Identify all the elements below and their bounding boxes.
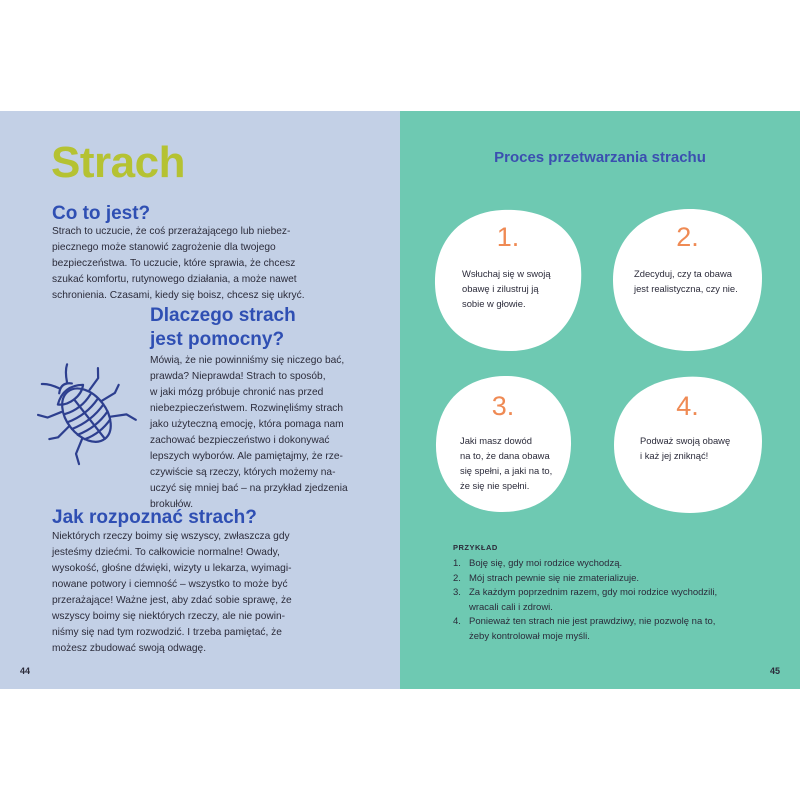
text-line: sobie w głowie. bbox=[462, 298, 526, 309]
text-line: nowane potwory i ciemność – wszystko to może być bbox=[52, 579, 288, 590]
section-heading-what-is-it: Co to jest? bbox=[52, 203, 151, 224]
step-card-4 bbox=[610, 373, 765, 515]
text-line: jako użyteczną emocję, która pomaga nam bbox=[150, 419, 344, 430]
step-number: 2. bbox=[676, 222, 699, 252]
text-line: i każ jej zniknąć! bbox=[640, 450, 709, 461]
step-text bbox=[640, 433, 730, 463]
text-line: że się nie spełni. bbox=[460, 480, 530, 491]
step-card-2 bbox=[610, 206, 765, 354]
item-text bbox=[469, 557, 717, 572]
text-line: niśmy się nad tym rozwodzić. I trzeba pamiętać, że bbox=[52, 627, 282, 638]
list-item bbox=[453, 615, 717, 644]
text-line: niebezpieczeństwem. Rozwinęliśmy strach bbox=[150, 403, 344, 414]
beetle-icon bbox=[24, 354, 139, 469]
text-line: na to, że dana obawa bbox=[460, 450, 550, 461]
item-text bbox=[469, 615, 717, 644]
text-line: Jaki masz dowód bbox=[460, 435, 532, 446]
process-title: Proces przetwarzania strachu bbox=[494, 149, 706, 166]
item-text bbox=[469, 572, 717, 587]
item-number: 3. bbox=[453, 587, 461, 598]
right-page bbox=[400, 111, 800, 689]
step-text bbox=[460, 433, 552, 493]
section-text-recognize bbox=[52, 529, 292, 657]
step-number: 4. bbox=[676, 391, 699, 421]
text-line: się spełni, a jaki na to, bbox=[460, 465, 553, 476]
text-line: piecznego może stanowić zagrożenie dla twojego bbox=[52, 242, 276, 253]
text-line: Mój strach pewnie się nie zmaterializuje. bbox=[469, 572, 640, 584]
list-item bbox=[453, 572, 717, 587]
text-line: obawę i zilustruj ją bbox=[462, 283, 539, 294]
text-line: możesz zbudować swoją odwagę. bbox=[52, 643, 207, 654]
item-number: 4. bbox=[453, 616, 461, 627]
text-line: Niektórych rzeczy boimy się wszyscy, zwłaszcza gdy bbox=[52, 531, 290, 542]
text-line: w jaki mózg próbuje chronić nas przed bbox=[150, 387, 324, 398]
text-line: jest realistyczna, czy nie. bbox=[634, 283, 738, 294]
page-title: Strach bbox=[51, 138, 185, 187]
text-line: bezpieczeństwa. To uczucie, które sprawia, że chcesz bbox=[52, 258, 296, 269]
left-page bbox=[0, 111, 400, 689]
text-line: uczyć się mniej bać – na przykład zjedzenia bbox=[150, 483, 348, 494]
section-heading-why-helpful bbox=[150, 304, 296, 352]
item-number: 2. bbox=[453, 572, 461, 584]
text-line: prawda? Nieprawda! Strach to sposób, bbox=[150, 371, 326, 382]
list-item bbox=[453, 586, 717, 615]
text-line: Wsłuchaj się w swoją bbox=[462, 268, 551, 279]
step-card-3 bbox=[432, 373, 574, 515]
item-number: 1. bbox=[453, 558, 461, 569]
step-text bbox=[634, 266, 738, 296]
text-line: Strach to uczucie, że coś przerażającego lub niebez- bbox=[52, 226, 291, 237]
text-line: szukać komfortu, rutynowego działania, a może nawet bbox=[52, 274, 297, 285]
heading-line: jest pomocny? bbox=[150, 329, 285, 350]
section-heading-recognize: Jak rozpoznać strach? bbox=[52, 507, 257, 528]
page-number-left: 44 bbox=[20, 666, 31, 676]
page-number-right: 45 bbox=[769, 666, 780, 676]
text-line: Za każdym poprzednim razem, gdy moi rodzice wychodzili, bbox=[469, 587, 718, 598]
example-label: PRZYKŁAD bbox=[453, 543, 498, 552]
text-line: Ponieważ ten strach nie jest prawdziwy, nie pozwolę na to, bbox=[469, 616, 716, 627]
step-number: 3. bbox=[491, 391, 515, 421]
step-card-1 bbox=[432, 206, 584, 354]
list-item bbox=[453, 557, 717, 572]
text-line: jesteśmy dziećmi. To całkowicie normalne! Owady, bbox=[52, 547, 280, 558]
item-text bbox=[469, 586, 717, 615]
text-line: Mówią, że nie powinniśmy się niczego bać, bbox=[150, 355, 345, 366]
section-text-what-is-it bbox=[52, 224, 305, 304]
section-text-why-helpful bbox=[150, 353, 348, 513]
text-line: Podważ swoją obawę bbox=[640, 435, 731, 446]
text-line: Zdecyduj, czy ta obawa bbox=[634, 268, 732, 279]
text-line: czywiście są rzeczy, których możemy na- bbox=[150, 467, 336, 478]
text-line: przerażające! Ważne jest, aby zdać sobie sprawę, że bbox=[52, 595, 292, 606]
heading-line: Dlaczego strach bbox=[150, 305, 296, 326]
text-line: wszyscy boimy się niektórych rzeczy, ale nie powin- bbox=[52, 611, 286, 622]
step-text bbox=[462, 266, 551, 311]
text-line: lepszych wyborów. Ale pamiętajmy, że rze- bbox=[150, 451, 343, 462]
step-number: 1. bbox=[496, 222, 520, 252]
book-spread bbox=[0, 111, 800, 689]
text-line: brokułów. bbox=[150, 499, 194, 510]
text-line: wysokość, głośne dźwięki, wizyty u lekarza, wyimagi- bbox=[52, 563, 292, 574]
text-line: zachować bezpieczeństwo i dokonywać bbox=[150, 435, 330, 446]
text-line: wracali cali i zdrowi. bbox=[469, 601, 553, 613]
example-list bbox=[453, 557, 717, 644]
text-line: żeby kontrolował moje myśli. bbox=[469, 630, 590, 642]
text-line: Boję się, gdy moi rodzice wychodzą. bbox=[469, 558, 623, 569]
text-line: schronienia. Czasami, kiedy się boisz, chcesz się ukryć. bbox=[52, 290, 305, 301]
